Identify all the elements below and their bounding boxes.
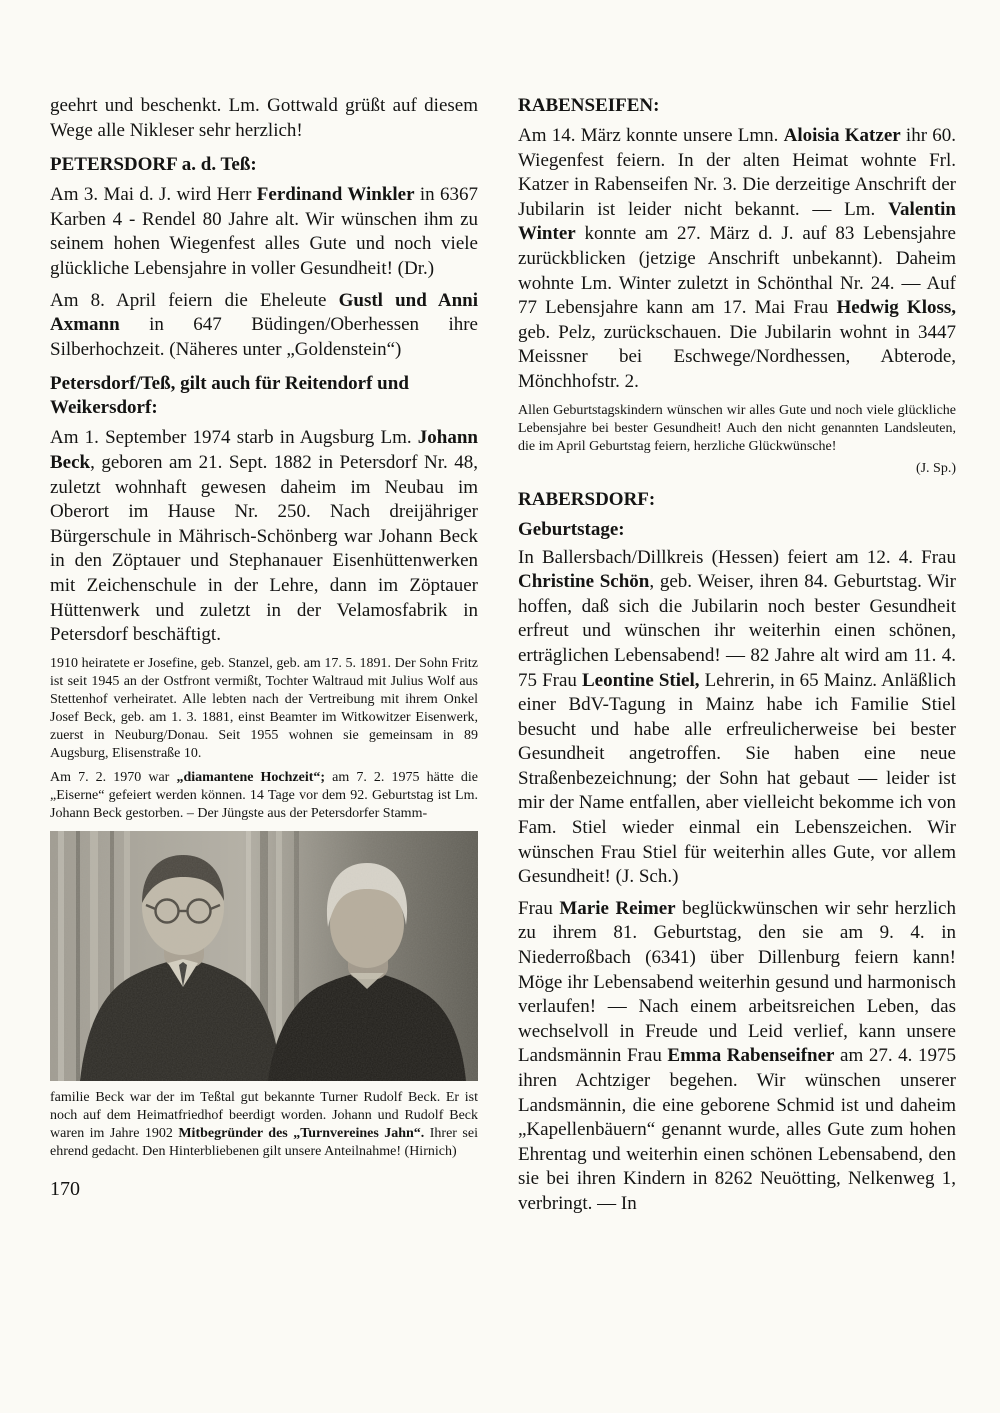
photo-caption: familie Beck war der im Teßtal gut bekannte Turner Rudolf Beck. Er ist noch auf dem Heimatfriedhof beerdigt worden. Johann und Rudolf Beck waren im Jahre 1902 Mitbegründer des „Turnvereines Jahn“. Ihrer sei ehrend gedacht. Den Hinterbliebenen gilt unsere Anteilnahme! (Hirnich) <box>50 1089 478 1159</box>
paragraph-birthday-wishes: Allen Geburtstagskindern wünschen wir alles Gute und noch viele glückliche Lebensjahre bei bester Gesundheit! Auch den nicht genannten Landsleuten, die im April Geburtstag feiern, herzliche Glückwünsche! <box>518 402 956 454</box>
signature-jsp: (J. Sp.) <box>915 460 956 476</box>
paragraph-rabenseifen-birthdays: Am 14. März konnte unsere Lmn. Aloisia Katzer ihr 60. Wiegenfest feiern. In der alten Heimat wohnte Frl. Katzer in Rabenseifen Nr. 3. Die derzeitige Anschrift der Jubilarin ist leider nicht bekannt. — Lm. Valentin Winter konnte am 27. März d. J. auf 83 Lebensjahre zurückblicken (jetzige Anschrift unbekannt). Daheim wohnte Lm. Winter zuletzt in Schönthal Nr. 24. — Auf 77 Lebensjahre kann am 17. Mai Frau Hedwig Kloss, geb. Pelz, zurückschauen. Die Jubilarin wohnt in 3447 Meissner bei Eschwege/Nordhessen, Abterode, Mönchhofstr. 2. <box>518 125 957 392</box>
paragraph-reimer-rabenseifner: Frau Marie Reimer beglückwünschen wir sehr herzlich zu ihrem 81. Geburtstag, den sie am 9. 4. in Niederroßbach (6341) über Dillenburg feiern kann! Möge ihr Lebensabend weiterhin gesund und harmonisch verlaufen! — Nach einem arbeitsreichen Leben, das wechselvoll in Freude und Leid verlief, kann unsere Landsmännin Frau Emma Rabenseifner am 27. 4. 1975 ihren Achtziger begehen. Wir wünschen unserer Landsmännin, die eine geborene Schmid ist und daheim „Kapellenbäuern“ genannt wurde, alles Gute zum hohen Ehrentag und weiterhin einen schönen Lebensabend, den sie bei ihren Kindern in 8262 Neuötting, Nelkenweg 1, verbringt. — In <box>518 897 956 1214</box>
beck-couple-photo <box>50 831 478 1081</box>
paragraph-axmann-anniversary: Am 8. April feiern die Eheleute Gustl und Anni Axmann in 647 Büdingen/Oberhessen ihre Silberhochzeit. (Näheres unter „Goldenstein“) <box>50 289 478 360</box>
paragraph-winkler-birthday: Am 3. Mai d. J. wird Herr Ferdinand Winkler in 6367 Karben 4 - Rendel 80 Jahre alt. Wir wünschen ihm zu seinem hohen Wiegenfest alles Gute und noch viele glückliche Lebensjahre in voller Gesundheit! (Dr.) <box>50 184 478 279</box>
right-column <box>518 94 956 1224</box>
continued-paragraph: geehrt und beschenkt. Lm. Gottwald grüßt auf diesem Wege alle Nikleser sehr herzlich! <box>50 95 478 141</box>
film-grain-overlay <box>50 831 478 1081</box>
paragraph-beck-family-details: 1910 heiratete er Josefine, geb. Stanzel, geb. am 17. 5. 1891. Der Sohn Fritz ist seit 1945 an der Ostfront vermißt, Tochter Waltraud mit Julius Wolf aus Stettenhof verheiratet. Alle lebten nach der Vertreibung mit ihrem Onkel Josef Beck, geb. am 1. 3. 1881, einst Beamter im Witkowitzer Eisenwerk, zuerst in Neuburg/Donau. Seit 1955 wohnen sie gemeinsam in 89 Augsburg, Elisenstraße 10. <box>50 655 478 761</box>
reitendorf-weikersdorf-heading: Petersdorf/Teß, gilt auch für Reitendorf und Weikersdorf: <box>50 373 409 419</box>
paragraph-beck-obituary: Am 1. September 1974 starb in Augsburg Lm. Johann Beck, geboren am 21. Sept. 1882 in Petersdorf Nr. 48, zuletzt wohnhaft gewesen daheim im Neubau im Oberort im Hause Nr. 250. Nach dreijähriger Bürgerschule in Mährisch-Schönberg war Johann Beck in den Zöptauer und Stephanauer Eisenhüttenwerken mit Zeichenschule in der Lehre, dann im Zöptauer Hüttenwerk und zuletzt in der Velamosfabrik in Petersdorf beschäftigt. <box>50 427 478 646</box>
left-column <box>50 94 478 1224</box>
two-column-layout <box>50 94 956 1224</box>
photo-illustration <box>50 831 478 1081</box>
rabenseifen-heading: RABENSEIFEN: <box>518 95 660 116</box>
paragraph-beck-anniversary: Am 7. 2. 1970 war „diamantene Hochzeit“; am 7. 2. 1975 hätte die „Eiserne“ gefeiert werden können. 14 Tage vor dem 92. Geburtstag ist Lm. Johann Beck gestorben. – Der Jüngste aus der Petersdorfer Stamm- <box>50 769 479 821</box>
rabersdorf-heading: RABERSDORF: <box>518 488 656 510</box>
page-number: 170 <box>50 1177 80 1200</box>
paragraph-schoen-stiel: In Ballersbach/Dillkreis (Hessen) feiert am 12. 4. Frau Christine Schön, geb. Weiser, ihren 84. Geburtstag. Wir hoffen, daß sich die Jubilarin noch bester Gesundheit erfreut und wünschen ihr weiterhin einen schönen, erträglichen Lebensabend! — 82 Jahre alt wird am 11. 4. 75 Frau Leontine Stiel, Lehrerin, in 65 Mainz. Anläßlich einer BdV-Tagung in Mainz habe ich Familie Stiel besucht und habe alle erfreulicherweise bei bester Gesundheit angetroffen. Sie haben eine neue Straßenbezeichnung; der Sohn hat gebaut — leider ist mir der Name entfallen, aber vielleicht bekomme ich von Fam. Stiel wieder einmal ein Lebenszeichen. Wir wünschen Frau Stiel für weiterhin alles Gute, vor allem Gesundheit! (J. Sch.) <box>518 546 956 888</box>
geburtstage-subheading: Geburtstage: <box>518 518 625 540</box>
petersdorf-heading: PETERSDORF a. d. Teß: <box>50 154 257 176</box>
